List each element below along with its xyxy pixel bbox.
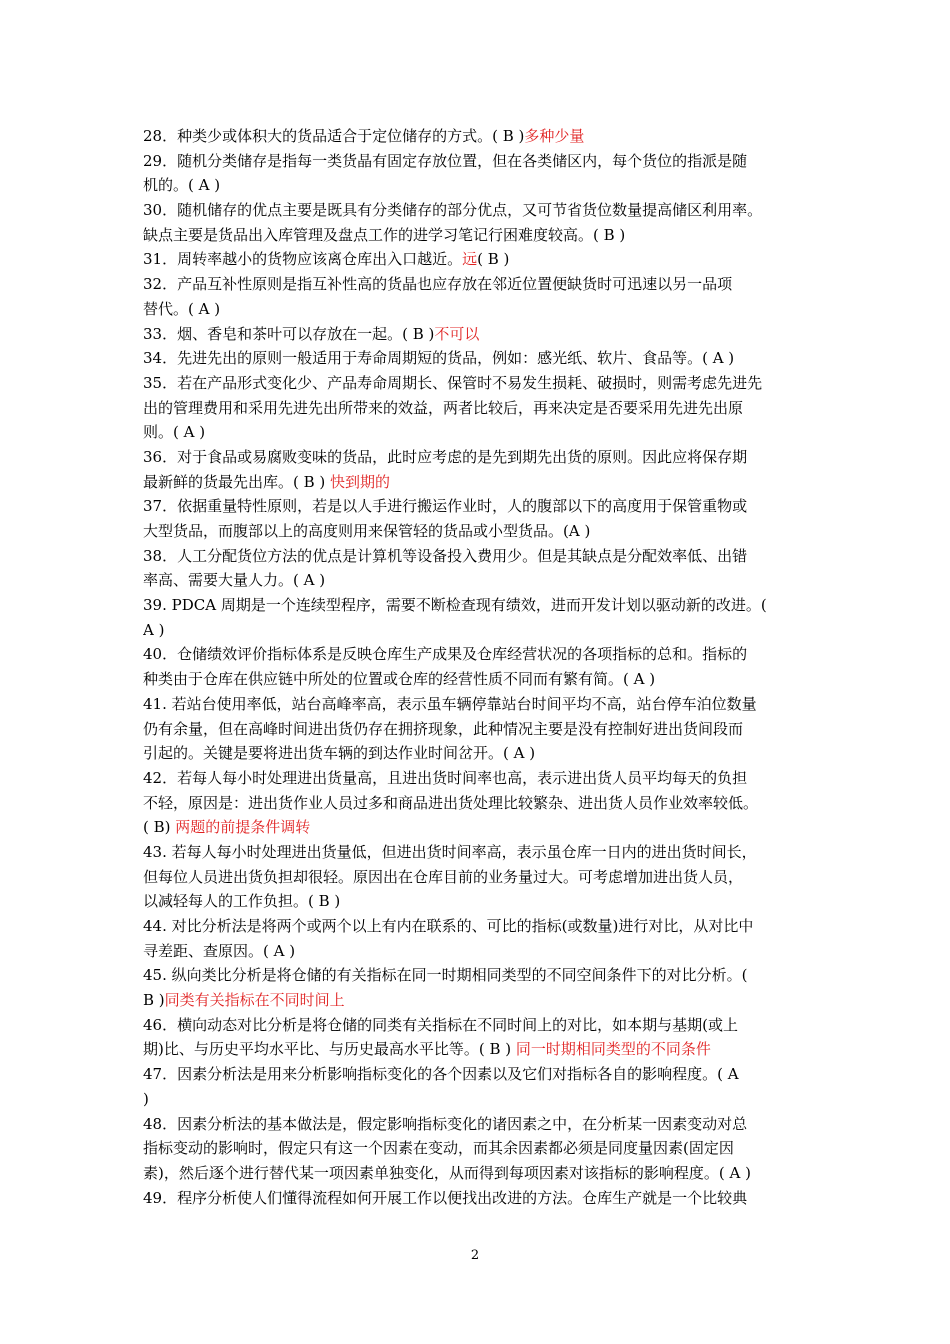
text-line	[143, 1112, 811, 1137]
line-text: 38．人工分配货位方法的优点是计算机等设备投入费用少。但是其缺点是分配效率低、出错	[143, 546, 748, 565]
text-line	[143, 470, 811, 495]
line-text: 36．对于食品或易腐败变味的货品，此时应考虑的是先到期先出货的原则。因此应将保存期	[143, 447, 748, 466]
text-line	[143, 1013, 811, 1038]
line-text: 素)，然后逐个进行替代某一项因素单独变化，从而得到每项因素对该指标的影响程度。( A )	[143, 1163, 751, 1182]
line-text: 39. PDCA 周期是一个连续型程序，需要不断检查现有绩效，进而开发计划以驱动新的改进。(	[143, 596, 767, 615]
line-text: 以减轻每人的工作负担。( B )	[143, 892, 341, 911]
text-line	[143, 1136, 811, 1161]
line-text: 种类由于仓库在供应链中所处的位置或仓库的经营性质不同而有繁有简。( A )	[143, 670, 656, 689]
line-text: 寻差距、查原因。( A )	[143, 941, 296, 960]
text-line	[143, 494, 811, 519]
line-text: 31．周转率越小的货物应该离仓库出入口越近。	[143, 250, 463, 269]
text-line	[143, 173, 811, 198]
text-line	[143, 618, 811, 643]
text-line	[143, 963, 811, 988]
text-line	[143, 124, 811, 149]
line-text: )	[143, 1089, 149, 1108]
line-text: 仍有余量，但在高峰时间进出货仍存在拥挤现象，此种情况主要是没有控制好进出货间段而	[143, 719, 744, 738]
text-line	[143, 1186, 811, 1211]
text-line	[143, 988, 811, 1013]
line-text: 缺点主要是货品出入库管理及盘点工作的进学习笔记行困难度较高。( B )	[143, 225, 626, 244]
line-text: 34．先进先出的原则一般适用于寿命周期短的货品，例如：感光纸、软片、食品等。( A )	[143, 349, 735, 368]
text-line	[143, 346, 811, 371]
line-text: 35．若在产品形式变化少、产品寿命周期长、保管时不易发生损耗、破损时，则需考虑先进先	[143, 373, 763, 392]
text-line	[143, 889, 811, 914]
line-text-after: ( B )	[477, 250, 510, 269]
line-text: 28．种类少或体积大的货品适合于定位储存的方式。( B )	[143, 127, 525, 145]
text-line	[143, 1037, 811, 1062]
line-text: 机的。( A )	[143, 176, 221, 195]
line-text: 最新鲜的货最先出库。( B )	[143, 472, 331, 491]
text-line	[143, 815, 811, 840]
text-line	[143, 1161, 811, 1186]
text-line	[143, 667, 811, 692]
text-line	[143, 741, 811, 766]
line-text: 40．仓储绩效评价指标体系是反映仓库生产成果及仓库经营状况的各项指标的总和。指标的	[143, 645, 748, 664]
text-line	[143, 272, 811, 297]
text-line	[143, 568, 811, 593]
text-line	[143, 396, 811, 421]
document-body	[143, 124, 811, 1210]
line-text: 32．产品互补性原则是指互补性高的货晶也应存放在邻近位置便缺货时可迅速以另一品项	[143, 275, 733, 294]
text-line	[143, 297, 811, 322]
line-text: 42．若每人每小时处理进出货量高，且进出货时间率也高，表示进出货人员平均每天的负担	[143, 768, 748, 787]
text-line	[143, 791, 811, 816]
text-line	[143, 544, 811, 569]
annotation-note: 远	[462, 250, 478, 269]
annotation-note: 快到期的	[330, 472, 391, 491]
line-text: 47．因素分析法是用来分析影响指标变化的各个因素以及它们对指标各自的影响程度。( A	[143, 1065, 739, 1084]
line-text: B )	[143, 991, 165, 1010]
line-text: 44. 对比分析法是将两个或两个以上有内在联系的、可比的指标(或数量)进行对比，从对比中	[143, 917, 754, 935]
line-text: 则。( A )	[143, 423, 206, 442]
annotation-note: 不可以	[434, 324, 480, 343]
text-line	[143, 766, 811, 791]
line-text: 指标变动的影响时，假定只有这一个因素在变动，而其余因素都必须是同度量因素(固定因	[143, 1139, 734, 1158]
line-text: 替代。( A )	[143, 299, 221, 318]
line-text: 48．因素分析法的基本做法是，假定影响指标变化的诸因素之中，在分析某一因素变动对总	[143, 1114, 748, 1133]
line-text: ( B)	[143, 818, 176, 837]
line-text: 率高、需要大量人力。( A )	[143, 571, 326, 590]
line-text: 41. 若站台使用率低，站台高峰率高，表示虽车辆停靠站台时间平均不高，站台停车泊位数量	[143, 694, 757, 713]
line-text: 43. 若每人每小时处理进出货量低，但进出货时间率高，表示虽仓库一日内的进出货时间长，	[143, 842, 757, 861]
annotation-note: 两题的前提条件调转	[175, 818, 311, 837]
annotation-note: 同一时期相同类型的不同条件	[515, 1040, 711, 1059]
text-line	[143, 198, 811, 223]
text-line	[143, 445, 811, 470]
line-text: 但每位人员进出货负担却很轻。原因出在仓库目前的业务量过大。可考虑增加进出货人员，	[143, 867, 744, 886]
line-text: 37．依据重量特性原则，若是以人手进行搬运作业时，人的腹部以下的高度用于保管重物或	[143, 497, 748, 516]
line-text: 大型货品，而腹部以上的高度则用来保管轻的货品或小型货品。(A )	[143, 522, 591, 540]
text-line	[143, 519, 811, 544]
text-line	[143, 149, 811, 174]
text-line	[143, 692, 811, 717]
annotation-note: 多种少量	[524, 127, 585, 145]
text-line	[143, 223, 811, 248]
line-text: 引起的。关键是要将进出货车辆的到达作业时间岔开。( A )	[143, 744, 536, 763]
text-line	[143, 914, 811, 939]
text-line	[143, 717, 811, 742]
line-text: A )	[143, 620, 165, 639]
line-text: 30．随机储存的优点主要是既具有分类储存的部分优点，又可节省货位数量提高储区利用率。	[143, 201, 763, 220]
text-line	[143, 593, 811, 618]
text-line	[143, 939, 811, 964]
line-text: 46．横向动态对比分析是将仓储的同类有关指标在不同时间上的对比，如本期与基期(或上	[143, 1015, 738, 1034]
line-text: 29．随机分类储存是指每一类货晶有固定存放位置，但在各类储区内，每个货位的指派是随	[143, 151, 748, 170]
text-line	[143, 642, 811, 667]
text-line	[143, 865, 811, 890]
line-text: 出的管理费用和采用先进先出所带来的效益，两者比较后，再来决定是否要采用先进先出原	[143, 398, 744, 417]
line-text: 不轻，原因是：进出货作业人员过多和商品进出货处理比较繁杂、进出货人员作业效率较低。	[143, 793, 759, 812]
text-line	[143, 1062, 811, 1087]
text-line	[143, 1087, 811, 1112]
text-line	[143, 420, 811, 445]
line-text: 45. 纵向类比分析是将仓储的有关指标在同一时期相同类型的不同空间条件下的对比分析。(	[143, 966, 748, 985]
line-text: 49．程序分析使人们懂得流程如何开展工作以便找出改进的方法。仓库生产就是一个比较典	[143, 1188, 748, 1207]
text-line	[143, 247, 811, 272]
text-line	[143, 322, 811, 347]
page-number: 2	[470, 1248, 480, 1263]
text-line	[143, 371, 811, 396]
line-text: 期)比、与历史平均水平比、与历史最高水平比等。( B )	[143, 1040, 516, 1059]
line-text: 33．烟、香皂和茶叶可以存放在一起。( B )	[143, 324, 435, 343]
text-line	[143, 840, 811, 865]
annotation-note: 同类有关指标在不同时间上	[164, 991, 345, 1010]
